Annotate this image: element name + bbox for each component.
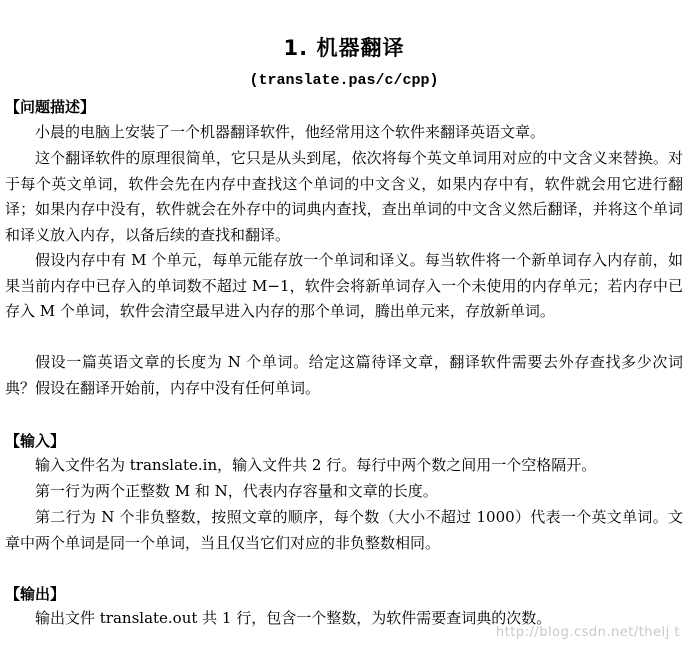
blog-watermark: http://blog.csdn.net/thelj t (495, 625, 680, 640)
input-paragraph: 第二行为 N 个非负整数，按照文章的顺序，每个数（大小不超过 1000）代表一个英文单词。文章中两个单词是同一个单词，当且仅当它们对应的非负整数相同。 (5, 508, 683, 552)
section-heading-description: 【问题描述】 (5, 98, 96, 116)
section-heading-input: 【输入】 (5, 432, 66, 450)
description-paragraph: 假设内存中有 M 个单元，每单元能存放一个单词和译义。每当软件将一个新单词存入内存前，如果当前内存中已存入的单词数不超过 M−1，软件会将新单词存入一个未使用的内存单元；若内存中已存入 M 个单词，软件会清空最早进入内存的那个单词，腾出单元来，存放新单词。 (5, 251, 683, 320)
input-paragraph: 输入文件名为 translate.in，输入文件共 2 行。每行中两个数之间用一个空格隔开。 (35, 456, 597, 474)
description-paragraph: 小晨的电脑上安装了一个机器翻译软件，他经常用这个软件来翻译英语文章。 (35, 123, 546, 141)
section-heading-output: 【输出】 (5, 585, 66, 603)
description-paragraph: 假设一篇英语文章的长度为 N 个单词。给定这篇待译文章，翻译软件需要去外存查找多少次词典？假设在翻译开始前，内存中没有任何单词。 (5, 353, 683, 397)
file-names-subtitle: (translate.pas/c/cpp) (249, 72, 439, 89)
page-title: 1. 机器翻译 (283, 36, 405, 60)
output-paragraph: 输出文件 translate.out 共 1 行，包含一个整数，为软件需要查词典的次数。 (35, 609, 552, 627)
description-paragraph: 这个翻译软件的原理很简单，它只是从头到尾，依次将每个英文单词用对应的中文含义来替换。对于每个英文单词，软件会先在内存中查找这个单词的中文含义，如果内存中有，软件就会用它进行翻译；如果内存中没有，软件就会在外存中的词典内查找，查出单词的中文含义然后翻译，并将这个单词和译义放入内存，以备后续的查找和翻译。 (5, 149, 683, 244)
input-paragraph: 第一行为两个正整数 M 和 N，代表内存容量和文章的长度。 (35, 482, 438, 500)
